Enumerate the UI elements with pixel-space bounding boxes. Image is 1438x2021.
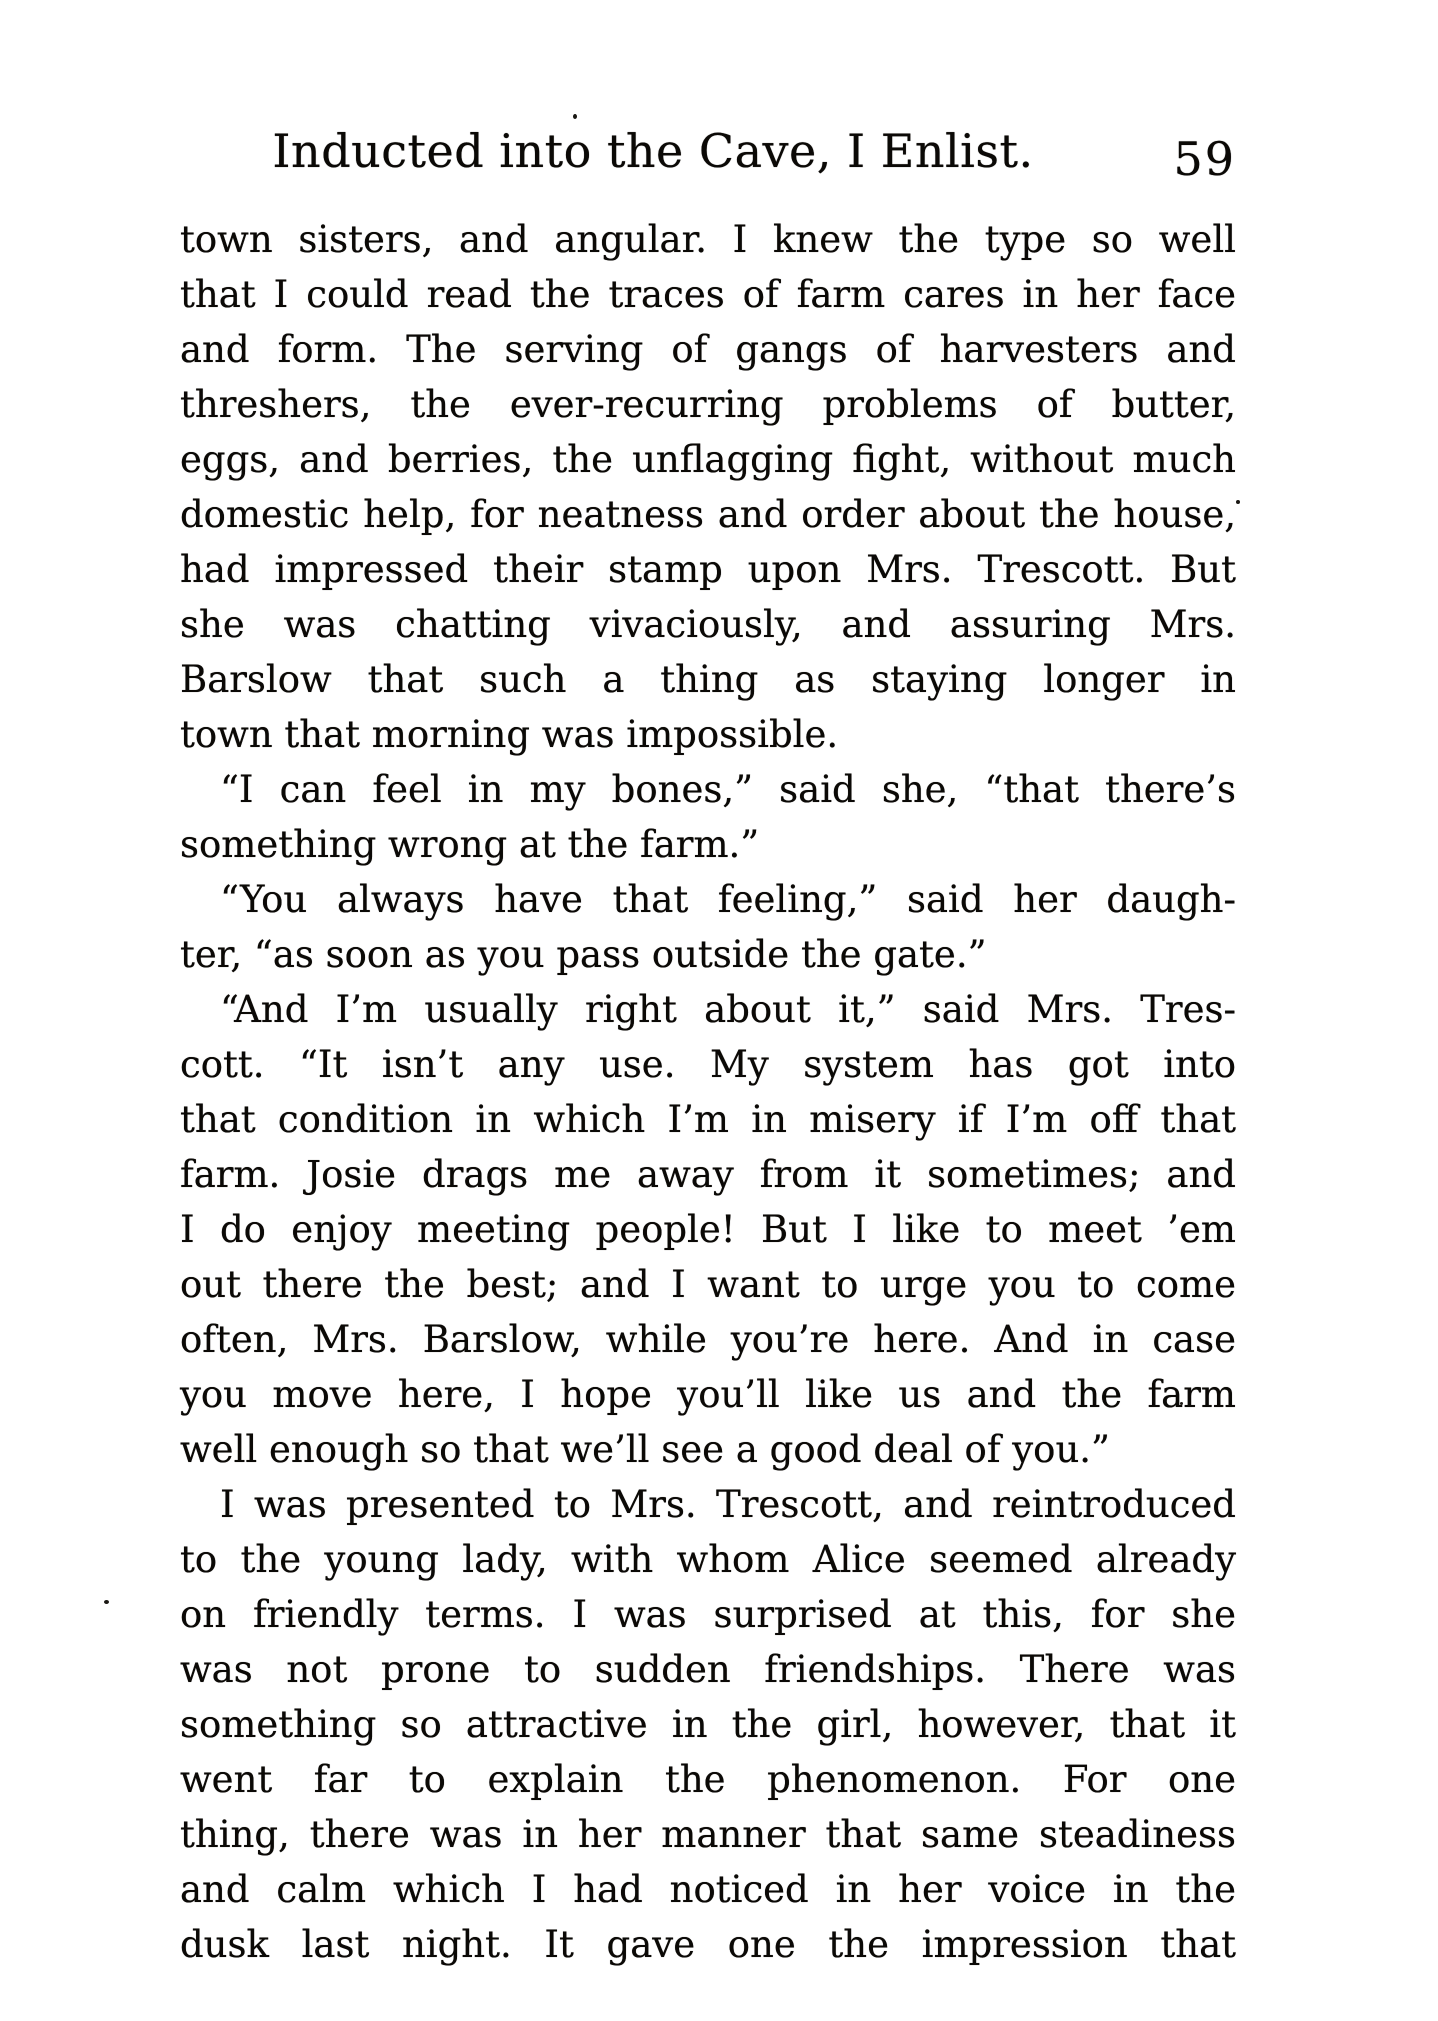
text-line: “And I’m usually right about it,” said Mrs. Tres- — [220, 988, 1236, 1031]
text-line: and form. The serving of gangs of harvesters and — [180, 328, 1236, 371]
text-line: that I could read the traces of farm cares in her face — [180, 273, 1236, 316]
scan-speck — [1236, 500, 1240, 504]
text-line: I was presented to Mrs. Trescott, and reintroduced — [220, 1483, 1236, 1526]
paragraph-dialogue-3 — [180, 982, 1236, 1477]
paragraph-dialogue-2 — [180, 872, 1236, 982]
text-line: on friendly terms. I was surprised at this, for she — [180, 1593, 1236, 1636]
text-line: out there the best; and I want to urge you to come — [180, 1263, 1236, 1306]
text-line: eggs, and berries, the unflagging fight, without much — [180, 438, 1236, 481]
text-line: “You always have that feeling,” said her daugh- — [220, 878, 1236, 921]
text-line: was not prone to sudden friendships. There was — [180, 1648, 1236, 1691]
text-line: domestic help, for neatness and order about the house, — [180, 493, 1236, 536]
text-line: town that morning was impossible. — [180, 713, 839, 756]
text-line: town sisters, and angular. I knew the type so well — [180, 218, 1236, 261]
paragraph-continued — [180, 212, 1236, 762]
scan-speck — [573, 114, 577, 119]
text-line: threshers, the ever-recurring problems of butter, — [180, 383, 1236, 426]
text-line: to the young lady, with whom Alice seemed already — [180, 1538, 1236, 1581]
scan-speck — [104, 1600, 109, 1604]
text-line: something wrong at the farm.” — [180, 823, 760, 866]
text-line: went far to explain the phenomenon. For one — [180, 1758, 1236, 1801]
text-line: that condition in which I’m in misery if I’m off that — [180, 1098, 1236, 1141]
paragraph-narration — [180, 1477, 1236, 1972]
page-body — [180, 212, 1236, 1972]
text-line: Barslow that such a thing as staying longer in — [180, 658, 1236, 701]
text-line: farm. Josie drags me away from it sometimes; and — [180, 1153, 1236, 1196]
text-line: thing, there was in her manner that same steadiness — [180, 1813, 1236, 1856]
page-number: 59 — [1173, 132, 1236, 186]
paragraph-dialogue-1 — [180, 762, 1236, 872]
text-line: cott. “It isn’t any use. My system has got into — [180, 1043, 1236, 1086]
text-line: dusk last night. It gave one the impression that — [180, 1923, 1236, 1966]
text-line: often, Mrs. Barslow, while you’re here. And in case — [180, 1318, 1236, 1361]
text-line: and calm which I had noticed in her voice in the — [180, 1868, 1236, 1911]
text-line: had impressed their stamp upon Mrs. Trescott. But — [180, 548, 1236, 591]
page-header — [180, 124, 1236, 184]
text-line: ter, “as soon as you pass outside the gate.” — [180, 933, 987, 976]
running-header-title: Inducted into the Cave, I Enlist. — [272, 124, 1034, 178]
text-line: something so attractive in the girl, however, that it — [180, 1703, 1236, 1746]
text-line: you move here, I hope you’ll like us and the farm — [180, 1373, 1236, 1416]
text-line: “I can feel in my bones,” said she, “that there’s — [220, 768, 1236, 811]
text-line: I do enjoy meeting people! But I like to meet ’em — [180, 1208, 1236, 1251]
text-line: well enough so that we’ll see a good deal of you.” — [180, 1428, 1110, 1471]
text-line: she was chatting vivaciously, and assuring Mrs. — [180, 603, 1236, 646]
